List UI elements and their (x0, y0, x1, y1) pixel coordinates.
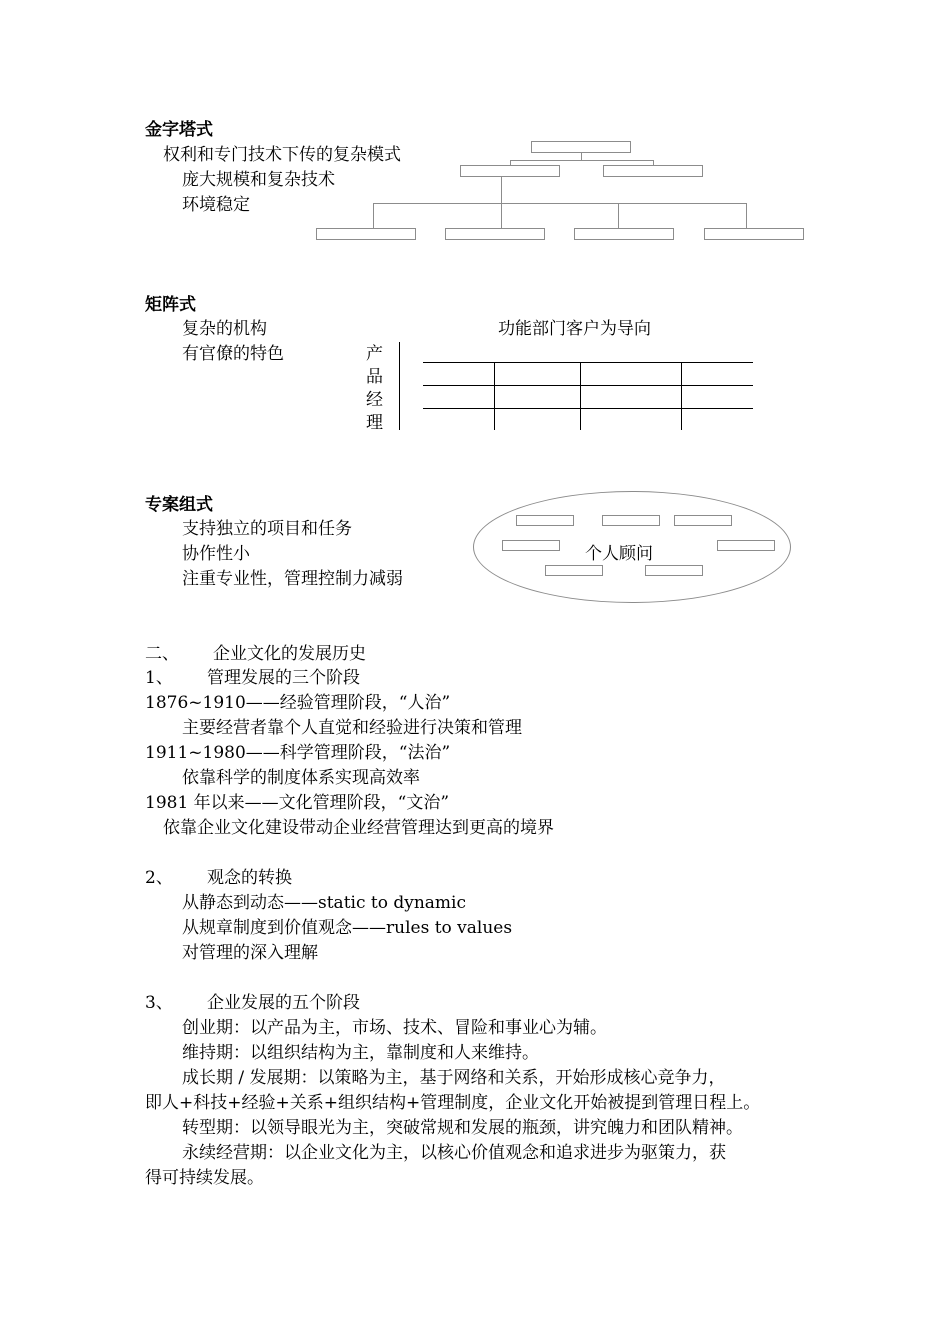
org-connector (746, 203, 747, 228)
item3-number: 3、 (145, 993, 173, 1013)
project-line-2: 协作性小 (182, 544, 250, 564)
matrix-side-char: 理 (366, 413, 383, 433)
matrix-title: 矩阵式 (145, 295, 196, 315)
matrix-col-line (681, 362, 682, 430)
item1-line: 依靠企业文化建设带动企业经营管理达到更高的境界 (163, 818, 554, 838)
project-box (516, 515, 574, 526)
item1-line: 1911~1980——科学管理阶段，“法治” (145, 743, 451, 763)
project-box (602, 515, 660, 526)
org-box-bottom-3 (574, 228, 674, 240)
pyramid-title: 金字塔式 (145, 120, 213, 140)
item3-line: 得可持续发展。 (145, 1168, 264, 1188)
project-box (502, 540, 560, 551)
project-box (674, 515, 732, 526)
matrix-col-line (580, 362, 581, 430)
matrix-side-char: 品 (366, 367, 383, 387)
project-box (645, 565, 703, 576)
item2-number: 2、 (145, 868, 173, 888)
org-connector (373, 203, 747, 204)
item3-line: 永续经营期：以企业文化为主，以核心价值观念和追求进步为驱策力，获 (182, 1143, 726, 1163)
item1-line: 主要经营者靠个人直觉和经验进行决策和管理 (182, 718, 522, 738)
pyramid-line-1: 权利和专门技术下传的复杂模式 (163, 145, 401, 165)
matrix-col-line (494, 362, 495, 430)
matrix-row-line (423, 385, 753, 386)
section2-heading-number: 二、 (145, 644, 179, 664)
item3-line: 转型期：以领导眼光为主，突破常规和发展的瓶颈，讲究魄力和团队精神。 (182, 1118, 743, 1138)
item2-title: 观念的转换 (207, 868, 292, 888)
org-connector (510, 160, 654, 161)
section2-heading: 企业文化的发展历史 (213, 644, 366, 664)
item1-line: 1981 年以来——文化管理阶段，“文治” (145, 793, 450, 813)
org-box-bottom-4 (704, 228, 804, 240)
item3-title: 企业发展的五个阶段 (207, 993, 360, 1013)
item2-line: 从规章制度到价值观念——rules to values (182, 918, 513, 938)
item1-title: 管理发展的三个阶段 (207, 668, 360, 688)
matrix-side-char: 经 (366, 390, 383, 410)
pyramid-line-3: 环境稳定 (182, 195, 250, 215)
matrix-row-line (423, 362, 753, 363)
item2-line: 从静态到动态——static to dynamic (182, 893, 467, 913)
item1-line: 依靠科学的制度体系实现高效率 (182, 768, 420, 788)
item3-line: 维持期：以组织结构为主，靠制度和人来维持。 (182, 1043, 539, 1063)
org-box-top (531, 141, 631, 153)
project-title: 专案组式 (145, 495, 213, 515)
project-box (717, 540, 775, 551)
org-box-mid-left (460, 165, 560, 177)
org-box-mid-right (603, 165, 703, 177)
matrix-line-2: 有官僚的特色 (182, 344, 284, 364)
project-line-1: 支持独立的项目和任务 (182, 519, 352, 539)
org-connector (501, 177, 502, 203)
org-connector (581, 153, 582, 160)
item2-line: 对管理的深入理解 (182, 943, 318, 963)
org-connector (618, 203, 619, 228)
project-line-3: 注重专业性，管理控制力减弱 (182, 569, 403, 589)
item3-line: 即人+科技+经验+关系+组织结构+管理制度，企业文化开始被提到管理日程上。 (145, 1093, 761, 1113)
matrix-side-char: 产 (366, 344, 383, 364)
matrix-row-line (423, 408, 753, 409)
item1-line: 1876~1910——经验管理阶段，“人治” (145, 693, 451, 713)
matrix-top-label: 功能部门客户为导向 (498, 319, 651, 339)
org-connector (501, 203, 502, 228)
project-center-label: 个人顾问 (585, 544, 653, 564)
org-connector (373, 203, 374, 228)
matrix-axis (399, 342, 400, 430)
item3-line: 创业期：以产品为主，市场、技术、冒险和事业心为辅。 (182, 1018, 607, 1038)
project-box (545, 565, 603, 576)
matrix-line-1: 复杂的机构 (182, 319, 267, 339)
org-box-bottom-1 (316, 228, 416, 240)
org-box-bottom-2 (445, 228, 545, 240)
pyramid-line-2: 庞大规模和复杂技术 (182, 170, 335, 190)
item1-number: 1、 (145, 668, 173, 688)
item3-line: 成长期 / 发展期：以策略为主，基于网络和关系，开始形成核心竞争力， (182, 1068, 726, 1088)
